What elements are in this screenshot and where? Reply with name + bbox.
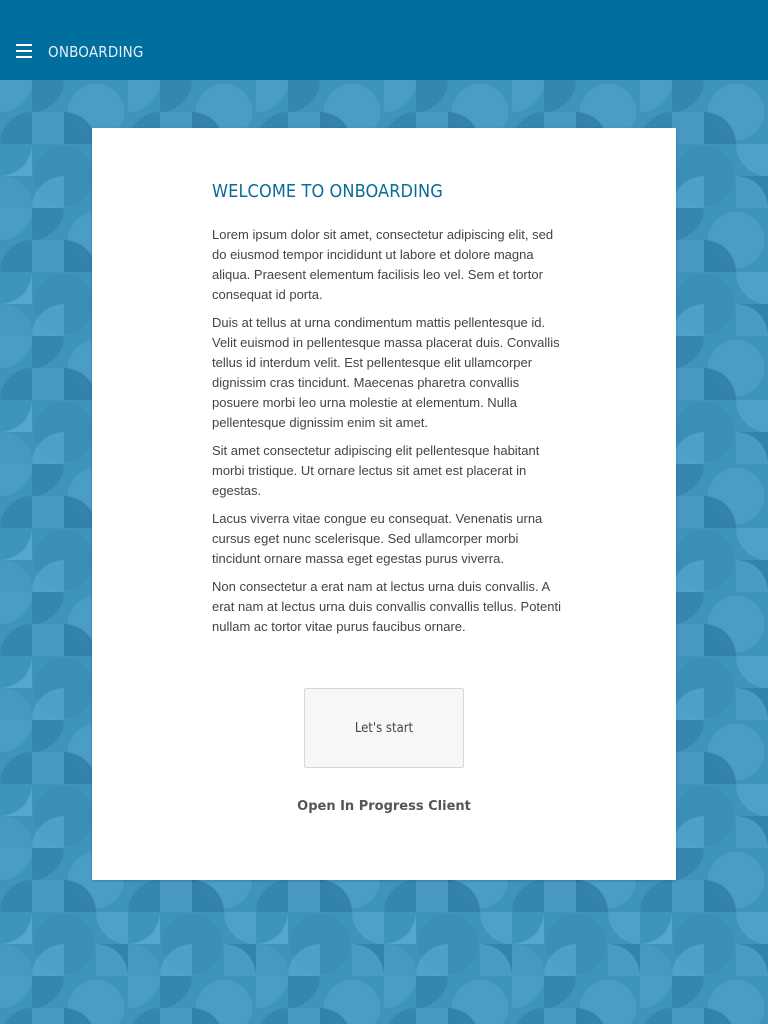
hamburger-menu-icon[interactable] — [13, 40, 35, 62]
body-paragraph: Non consectetur a erat nam at lectus urna duis convallis. A erat nam at lectus urna duis convallis convallis tellus. Potenti nullam ac tortor vitae purus faucibus ornare. — [212, 579, 562, 634]
app-title: ONBOARDING — [48, 43, 144, 61]
welcome-title: WELCOME TO ONBOARDING — [212, 181, 443, 202]
menu-bar-line — [16, 56, 32, 58]
menu-bar-line — [16, 44, 32, 46]
body-paragraph: Lacus viverra vitae congue eu consequat. Venenatis urna cursus eget nunc scelerisque. Sed ullamcorper morbi tincidunt ornare massa eget egestas purus viverra. — [212, 511, 543, 566]
body-paragraph: Lorem ipsum dolor sit amet, consectetur adipiscing elit, sed do eiusmod tempor incididunt ut labore et dolore magna aliqua. Praesent elementum facilisis leo vel. Sem et tortor consequat id porta. — [212, 227, 554, 302]
welcome-card — [92, 128, 676, 880]
top-app-bar — [0, 0, 768, 80]
lets-start-button[interactable]: Let's start — [304, 688, 464, 768]
body-paragraph: Duis at tellus at urna condimentum mattis pellentesque id. Velit euismod in pellentesque massa placerat duis. Convallis tellus id interdum velit. Est pellentesque elit ullamcorper dignissim cras tincidunt. Maecenas pharetra convallis posuere morbi leo urna molestie at elementum. Nulla pellentesque dignissim enim sit amet. — [212, 315, 560, 430]
menu-bar-line — [16, 50, 32, 52]
welcome-body — [212, 225, 562, 645]
open-in-progress-client-link[interactable]: Open In Progress Client — [297, 799, 471, 814]
body-paragraph: Sit amet consectetur adipiscing elit pellentesque habitant morbi tristique. Ut ornare lectus sit amet est placerat in egestas. — [212, 443, 540, 498]
